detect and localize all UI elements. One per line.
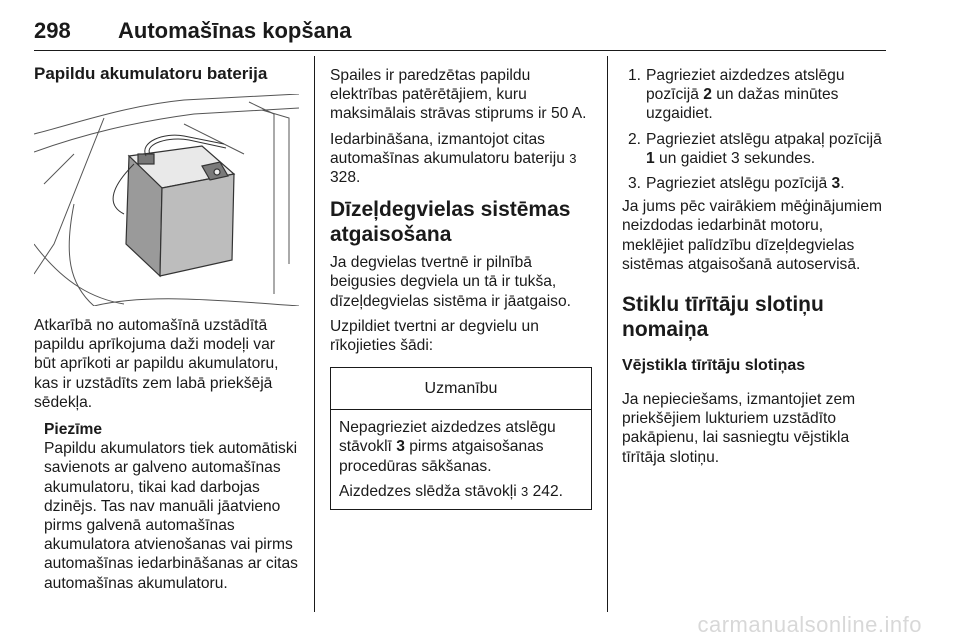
key-position: 2	[703, 86, 712, 104]
watermark: carmanualsonline.info	[697, 612, 922, 637]
caution-title: Uzmanību	[331, 368, 591, 410]
column-left	[34, 56, 299, 593]
section-heading: Stiklu tīrītāju slotiņu nomaiņa	[622, 293, 824, 342]
caution-reference	[339, 482, 583, 501]
step-number: 1.	[628, 67, 642, 84]
body-text: Uzpildiet tvertni ar degvielu un rīkojieties šādi:	[330, 317, 539, 355]
step-text: Pagrieziet atslēgu pozīcijā	[646, 175, 828, 193]
auxiliary-battery-illustration	[34, 94, 299, 306]
step-number: 3.	[628, 175, 642, 193]
reference-text: Iedarbināšana, izmantojot citas automašīnas akumulatoru bateriju	[330, 130, 565, 167]
column-divider	[607, 56, 608, 612]
list-item	[622, 130, 888, 168]
note-box	[34, 420, 299, 593]
chapter-title: Automašīnas kopšana	[118, 18, 352, 43]
key-position: 3	[831, 175, 841, 193]
reference-link[interactable]: 328.	[330, 169, 361, 187]
step-text: Pagrieziet aizdedzes atslēgu pozīcijā	[646, 67, 845, 104]
body-text: Ja jums pēc vairākiem mēģinājumiem neizdodas iedarbināt motoru, meklējiet palīdzību dīzeļdegvielas sistēmas atgaisošanā autoservisā.	[622, 198, 882, 273]
section-heading: Dīzeļdegvielas sistēmas atgaisošana	[330, 198, 571, 247]
step-text: .	[840, 175, 845, 193]
body-text	[330, 130, 592, 188]
key-position: 1	[646, 149, 655, 167]
reference-link[interactable]: 242.	[532, 482, 563, 500]
column-divider	[314, 56, 315, 612]
note-title: Piezīme	[44, 421, 103, 439]
caution-box	[330, 367, 592, 510]
section-heading: Papildu akumulatoru baterija	[34, 64, 268, 83]
list-item	[622, 66, 888, 124]
column-right	[622, 56, 888, 467]
caution-text	[339, 418, 583, 476]
column-middle	[330, 56, 592, 510]
list-item	[622, 174, 888, 193]
reference-arrow-icon: 3	[569, 150, 577, 166]
key-position: 3	[396, 438, 405, 456]
reference-text: Aizdedzes slēdža stāvokļi	[339, 482, 517, 500]
body-text: Spailes ir paredzētas papildu elektrības patērētājiem, kuru maksimālais strāvas stiprums ir 50 A.	[330, 67, 587, 123]
step-text: un dažas minūtes uzgaidiet.	[646, 86, 839, 123]
page-number: 298	[34, 18, 71, 43]
subsection-heading: Vējstikla tīrītāju slotiņas	[622, 357, 806, 375]
body-text: Ja nepieciešams, izmantojiet zem priekšējiem lukturiem uzstādīto pakāpienu, lai sasniegtu vējstikla tīrītāja slotiņu.	[622, 391, 856, 466]
procedure-steps	[622, 66, 888, 193]
caution-text-part: Nepagrieziet aizdedzes atslēgu stāvoklī	[339, 419, 556, 456]
body-text: Ja degvielas tvertnē ir pilnībā beigusies degviela un tā ir tukša, dīzeļdegvielas sistēma ir jāatgaiso.	[330, 254, 571, 310]
page-header	[34, 10, 886, 51]
caution-text-part: pirms atgaisošanas procedūras sākšanas.	[339, 438, 544, 475]
note-text: Papildu akumulators tiek automātiski savienots ar galveno automašīnas akumulatoru, tikai kad darbojas dzinējs. Tas nav manuāli jāatvieno pirms galvenā automašīnas akumulatora atvienošanas vai pirms automašīnas iedarbināšanas ar citas automašīnas akumulatoru.	[44, 440, 298, 592]
step-text: un gaidiet 3 sekundes.	[659, 149, 816, 167]
step-text: Pagrieziet atslēgu atpakaļ pozīcijā	[646, 130, 882, 148]
step-number: 2.	[628, 130, 642, 148]
body-text: Atkarībā no automašīnā uzstādītā papildu aprīkojuma daži modeļi var būt aprīkoti ar papildu akumulatoru, kas ir uzstādīts zem labā priekšējā sēdekļa.	[34, 317, 279, 411]
reference-arrow-icon: 3	[521, 483, 529, 499]
